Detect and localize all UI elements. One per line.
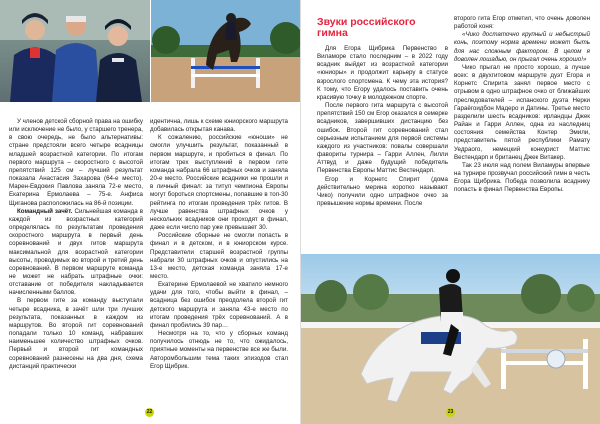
paragraph: Екатерине Ермолаевой не хватило немного удачи для того, чтобы выйти в финал, – всадница без ошибок преодолела второй гит детского маршрута и заняла 43-е место по итогам проведения трёх соревнований. А в финал пробились 39 пар…	[150, 281, 288, 329]
paragraph: В первом гите за команду выступали четыре всадника, в зачёт шли три лучших результата, показанных в каждом из маршрутов. Во второй гит соревнований попадали только 10 команд, набравших наименьшее количество штрафных очков. Первый и второй гит командных соревнований разнесены на два дня, схема дистанций практически	[9, 297, 143, 370]
section-heading: Звуки российского гимна	[317, 16, 416, 39]
paragraph: Командный зачёт. Сильнейшая команда в каждой из возрастных категорий определялась по результатам проведения скоростного маршрута в первый день соревнований и двух гитов маршрута максимальной для возрастной категории высоты, проводимых во второй и третий день соревнований. В первом маршруте команда не может не набрать штрафные очки: отставание от победителя накладывается начисленными баллов.	[9, 207, 144, 297]
paragraph: Чико прыгал не просто хорошо, а лучше всех: в двухгитовом маршруте дуэт Егора и Корнетс Спирита занял первое место с отрывом в одно штрафное очко от ближайших преследователей – испанского дуэта Нерки Гараёгоидбон Мадеро и Датины. Третье место разделили шесть всадников: ирландцы Джек Райан и Гарри Аллен, одна из наследниц состояния семейства Контер Эмили, представитель пятой республики Рамату Уедраого, немецкий конкурист Маттис Вестендарп и британец Джек Витакер.	[454, 63, 590, 161]
paragraph: Егор и Корнетс Спирит (дома действительно мерина коротко называют Чико) получили одно штрафное очко за превышение нормы времени. После	[317, 175, 448, 207]
horse-jump-photo	[151, 0, 300, 102]
page-number: 22	[146, 409, 153, 415]
paragraph: К сожалению, российские «юноши» не смогли улучшить результат, показанный в первом маршруте, и пробиться в финал. По итогам трех выступлений в первом гите команда набрала 66 штрафных очков и заняла 20-е место. Российские всадники не прошли и в личный финал: за титул чемпиона Европы могут бороться спортсмены, попавшие в топ-30 рейтинга по итогам проведения трёх гитов. В лучше равенства штрафных очков у нескольких всадников они проходят в финал, даже если число пар уже превышает 30.	[150, 134, 288, 232]
right-page	[301, 0, 600, 424]
team-standings-lead: Командный зачёт.	[17, 207, 73, 215]
paragraph: идентична, лишь к схеме юниорского маршрута добавилась открытая канава.	[150, 118, 288, 134]
page-number: 23	[447, 409, 454, 415]
paragraph: Российские сборные не смогли попасть в финал и в детском, и в юниорском курсе. Представители старшей возрастной группы набрали 30 штрафных очков и опустились на 13-е место, детская команда заняла 17-е место.	[150, 232, 288, 280]
right-page-column-1	[317, 45, 448, 208]
left-page-column-2	[150, 118, 288, 371]
paragraph: второго гита Егор отметил, что очень доволен работой коня:	[454, 15, 590, 31]
paragraph: Для Егора Щибрика Первенство в Виламоре стало последним – в 2022 году всадник выйдет из возрастной категории «юниоры» и продолжит карьеру в статусе взрослого спортсмена. К чему эта история? К тому, что Егору удалось поставить очень красивую точку в молодежном спорте.	[317, 45, 448, 101]
show-jumping-photo	[301, 254, 600, 424]
left-page-column-1	[9, 118, 143, 371]
riders-photo	[0, 0, 150, 102]
paragraph: У членов детской сборной права на ошибку или исключение не было, у старшего тренера, в свою очередь, не было альтернативы: стране предстояли всего четыре всадницы младшей возрастной категории. По итогам первого маршрута – скоростного с высотой препятствий 125 см – лучший результат показала Анастасия Захарова (64-е место). Марен-Евдокия Павлова заняла 72-е место, Екатерина Ермолаева – 75-е. Анфиса Щиганова расположилась на 86-й позиции.	[9, 118, 143, 207]
paragraph: Несмотря на то, что у сборных команд получилось отнюдь не то, что ожидалось, приятные моменты на первенстве все же были. Авторомбольшим тема таких эпизодов стал Егор Щибрик.	[150, 330, 289, 370]
paragraph: Так 23 июля над полем Виламуры впервые на турнире прозвучал российский гимн в честь Егора Щибрика. Победа позволила всаднику попасть в финал Первенства Европы.	[454, 161, 590, 194]
right-page-column-2	[454, 15, 590, 194]
quote: «Чико достаточно крупный и небыстрый конь, поэтому норма времени может быть для нас сложным фактором. В целом я доволен лошадью, он прыгал очень хорошо!»	[454, 31, 590, 63]
paragraph: После первого гита маршрута с высотой препятствий 150 см Егор оказался в семерке всадников, завершивших дистанцию без ошибок. Второй гит соревнований стал серьезным испытанием для первой системы каждого из участников: повалы совершали фавориты турнира – Гарри Аллен, Лилли Аттвуд и даже будущий победитель Первенства Европы Маттис Вестендарп.	[317, 102, 448, 175]
